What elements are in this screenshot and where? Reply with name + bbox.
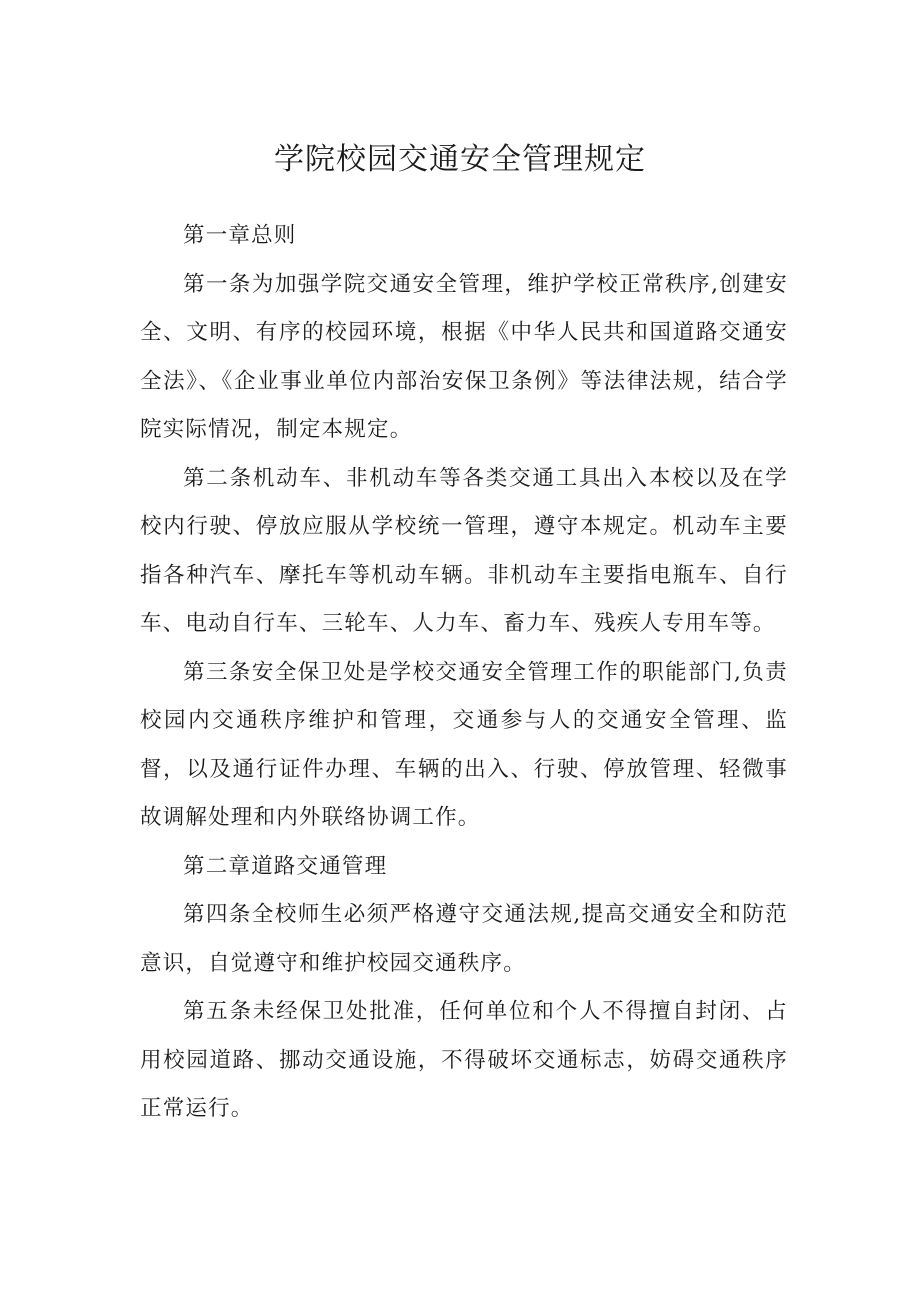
chapter-heading-2: 第二章道路交通管理 [183,853,388,879]
document-body [140,212,788,1134]
article-5: 第五条未经保卫处批准，任何单位和个人不得擅自封闭、占用校园道路、挪动交通设施，不得破坏交通标志，妨碍交通秩序正常运行。 [140,999,788,1121]
article-3: 第三条安全保卫处是学校交通安全管理工作的职能部门,负责校园内交通秩序维护和管理，交通参与人的交通安全管理、监督，以及通行证件办理、车辆的出入、行驶、停放管理、轻微事故调解处理和内外联络协调工作。 [140,659,788,830]
document-title: 学院校园交通安全管理规定 [274,142,646,177]
article-1: 第一条为加强学院交通安全管理，维护学校正常秩序,创建安全、文明、有序的校园环境，根据《中华人民共和国道路交通安全法》、《企业事业单位内部治安保卫条例》等法律法规，结合学院实际情况，制定本规定。 [140,271,788,442]
article-4: 第四条全校师生必须严格遵守交通法规,提高交通安全和防范意识，自觉遵守和维护校园交通秩序。 [140,902,788,976]
chapter-heading-1: 第一章总则 [183,223,297,248]
article-2: 第二条机动车、非机动车等各类交通工具出入本校以及在学校内行驶、停放应服从学校统一管理，遵守本规定。机动车主要指各种汽车、摩托车等机动车辆。非机动车主要指电瓶车、自行车、电动自行车、三轮车、人力车、畜力车、残疾人专用车等。 [140,465,788,636]
